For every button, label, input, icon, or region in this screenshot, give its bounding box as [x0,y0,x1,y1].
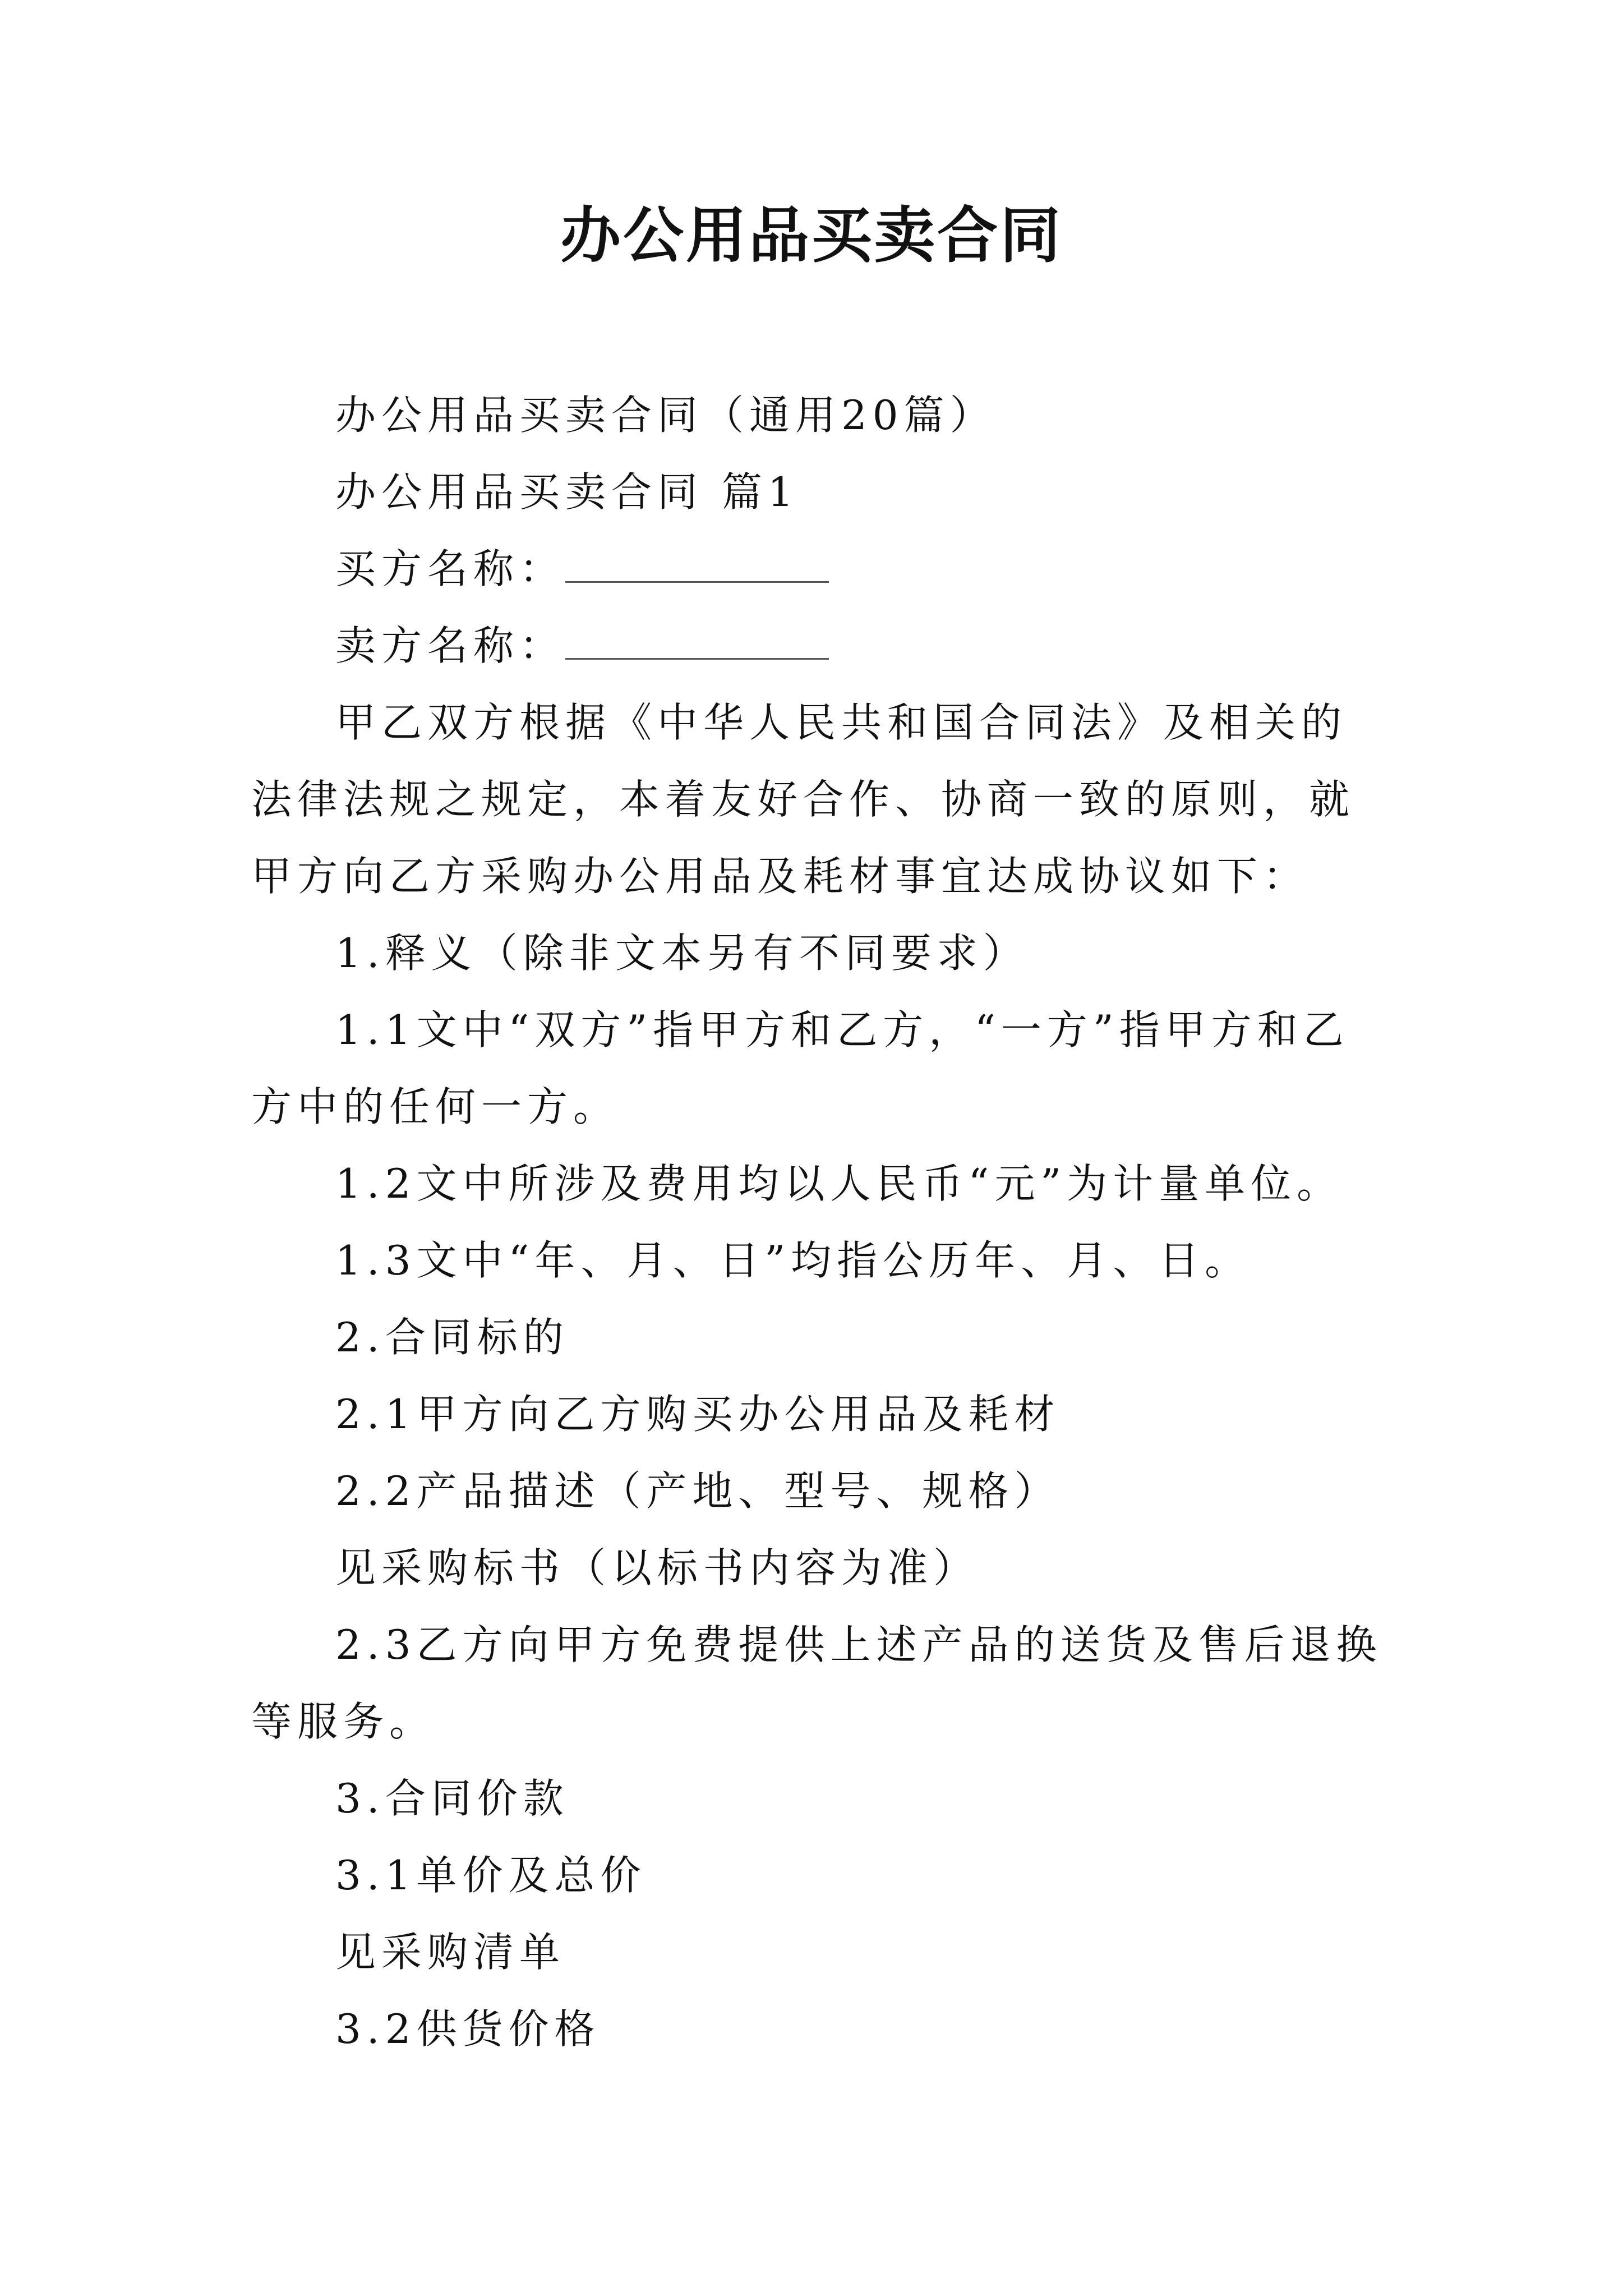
buyer-name-blank [565,547,829,583]
paragraph-clause: 见采购清单 [335,1929,566,1976]
document-title: 办公用品买卖合同 [560,200,1063,271]
paragraph-clause: 1.释义（除非文本另有不同要求） [335,930,1029,977]
paragraph-clause: 见采购标书（以标书内容为准） [335,1544,980,1591]
paragraph-clause: 3.合同价款 [335,1775,569,1822]
seller-name-line [251,608,1390,684]
paragraph-subtitle: 办公用品买卖合同（通用20篇） [335,392,996,439]
seller-name-blank [565,624,829,660]
paragraph-clause: 3.2供货价格 [335,2005,601,2053]
buyer-name-line [251,531,1390,608]
paragraph-clause: 2.合同标的 [335,1314,569,1361]
paragraph-clause: 2.3乙方向甲方免费提供上述产品的送货及售后退换等服务。 [251,1621,1382,1745]
paragraph-clause: 1.2文中所涉及费用均以人民币“元”为计量单位。 [335,1160,1343,1207]
paragraph-preamble: 甲乙双方根据《中华人民共和国合同法》及相关的法律法规之规定，本着友好合作、协商一致的原则，就甲方向乙方采购办公用品及耗材事宜达成协议如下： [251,699,1355,900]
paragraph-clause: 2.1甲方向乙方购买办公用品及耗材 [335,1391,1061,1438]
document-body [251,377,1390,2068]
paragraph-clause: 1.1文中“双方”指甲方和乙方，“一方”指甲方和乙方中的任何一方。 [251,1006,1349,1130]
paragraph-clause: 2.2产品描述（产地、型号、规格） [335,1467,1061,1515]
paragraph-section-heading: 办公用品买卖合同 篇1 [335,468,799,516]
paragraph-clause: 3.1单价及总价 [335,1852,647,1899]
buyer-name-label: 买方名称： [335,545,566,592]
paragraph-clause: 1.3文中“年、月、日”均指公历年、月、日。 [335,1237,1251,1284]
seller-name-label: 卖方名称： [335,622,566,669]
